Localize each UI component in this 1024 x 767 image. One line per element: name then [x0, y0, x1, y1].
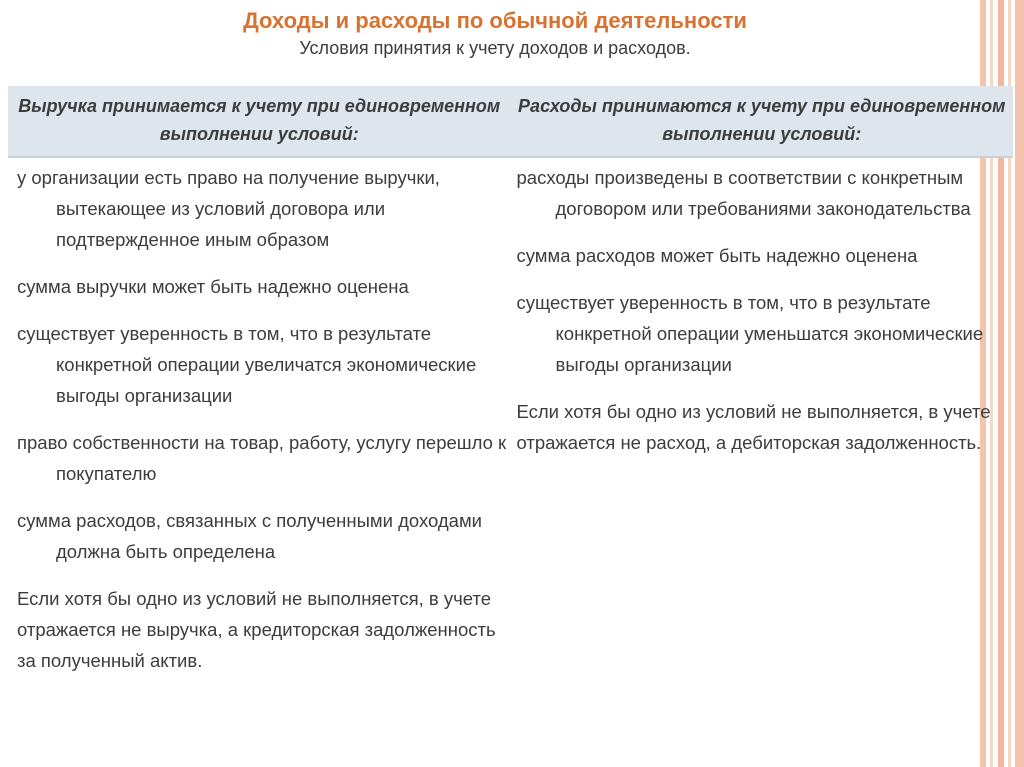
revenue-header: Выручка принимается к учету при единовременном выполнении условий: [18, 96, 501, 144]
page-title: Доходы и расходы по обычной деятельности [243, 8, 747, 33]
expense-header: Расходы принимаются к учету при единовременном выполнении условий: [518, 96, 1006, 144]
table-header [8, 86, 1013, 158]
expense-condition: расходы произведены в соответствии с конкретным договором или требованиями законодательства [516, 167, 971, 219]
expense-condition: сумма расходов может быть надежно оценена [516, 245, 918, 266]
revenue-condition: существует уверенность в том, что в результате конкретной операции увеличатся экономические выгоды организации [17, 323, 477, 406]
revenue-condition: сумма расходов, связанных с полученными доходами должна быть определена [17, 510, 483, 562]
page-subtitle: Условия принятия к учету доходов и расходов. [299, 38, 691, 58]
expense-column [511, 162, 1014, 676]
table-body [8, 162, 1013, 676]
revenue-condition: право собственности на товар, работу, услугу перешло к покупателю [17, 432, 507, 484]
expense-condition: существует уверенность в том, что в результате конкретной операции уменьшатся экономические выгоды организации [516, 292, 984, 375]
revenue-condition: у организации есть право на получение выручки, вытекающее из условий договора или подтвержденное иным образом [17, 167, 440, 250]
expense-note: Если хотя бы одно из условий не выполняется, в учете отражается не расход, а дебиторская задолженность. [516, 401, 991, 453]
conditions-table [8, 86, 1013, 676]
revenue-note: Если хотя бы одно из условий не выполняется, в учете отражается не выручка, а кредиторская задолженность за полученный актив. [17, 588, 496, 671]
revenue-column [8, 162, 511, 676]
revenue-condition: сумма выручки может быть надежно оценена [17, 276, 409, 297]
